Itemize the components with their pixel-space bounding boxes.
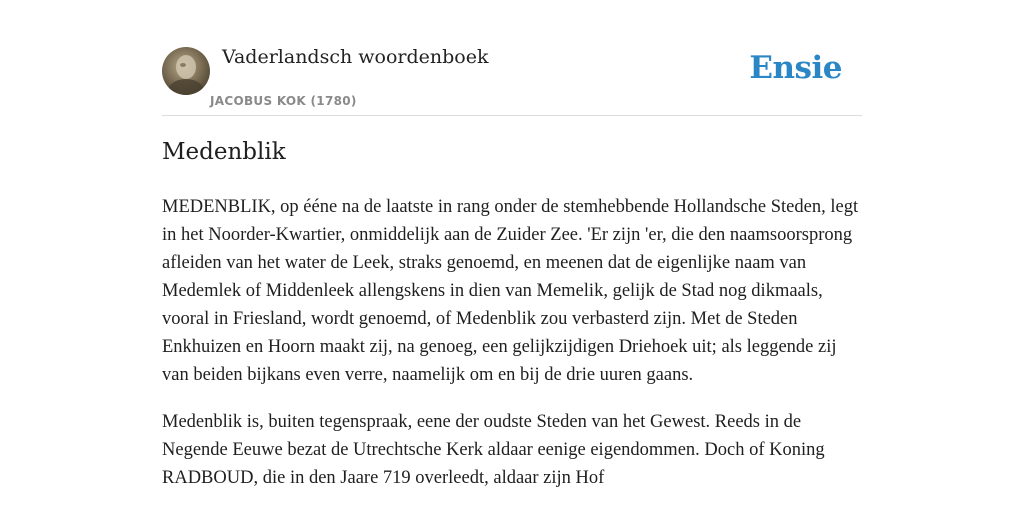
entry-paragraph: MEDENBLIK, op ééne na de laatste in rang onder de stemhebbende Hollandsche Steden, legt in het Noorder-Kwartier, onmiddelijk aan de Zuider Zee. 'Er zijn 'er, die den naamsoorsprong afleiden van het water de Leek, straks genoemd, en meenen dat de eigenlijke naam van Medemlek of Middenleek allengskens in dien van Memelik, gelijk de Stad nog dikmaals, vooral in Friesland, wordt genoemd, of Medenblik zou verbasterd zijn. Met de Steden Enkhuizen en Hoorn maakt zij, na genoeg, een gelijkzijdigen Driehoek uit; als leggende zij van beiden bijkans even verre, naamelijk om en bij de drie uuren gaans.: [162, 197, 859, 385]
ensie-logo-link[interactable]: Ensie: [749, 50, 842, 86]
entry-body: [162, 193, 862, 511]
book-title[interactable]: Vaderlandsch woordenboek: [222, 46, 489, 68]
author-avatar[interactable]: [162, 47, 210, 95]
entry-paragraph: Medenblik is, buiten tegenspraak, eene der oudste Steden van het Gewest. Reeds in de Negende Eeuwe bezat de Utrechtsche Kerk aldaar eenige eigendommen. Doch of Koning RADBOUD, die in den Jaare 719 overleedt, aldaar zijn Hof: [162, 412, 825, 488]
site-header: [162, 44, 862, 116]
author-name[interactable]: JACOBUS KOK (1780): [210, 94, 357, 108]
entry-title: Medenblik: [162, 139, 286, 165]
portrait-icon: [162, 47, 210, 95]
